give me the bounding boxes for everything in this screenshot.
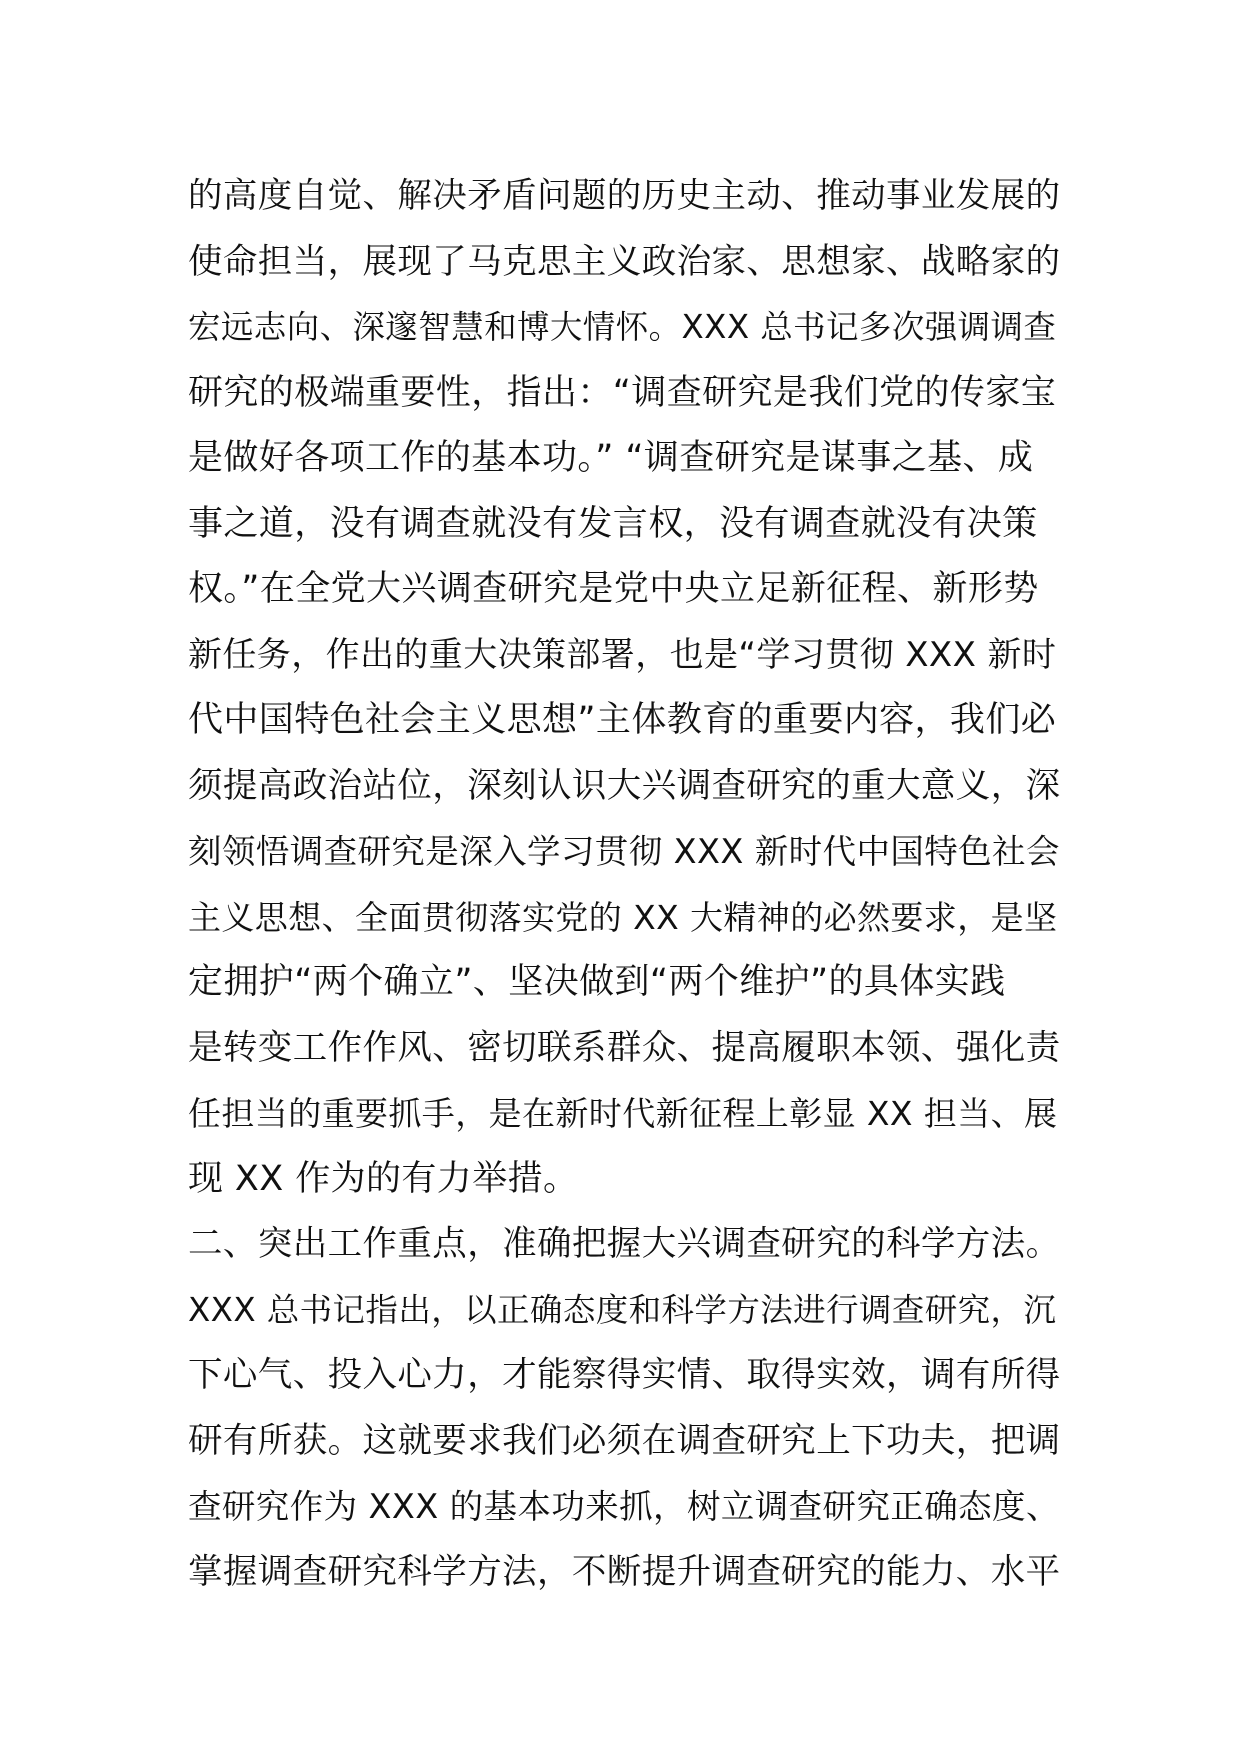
- text-line: 的高度自觉、解决矛盾问题的历史主动、推动事业发展的: [188, 176, 1061, 216]
- text-line: 是转变工作作风、密切联系群众、提高履职本领、强化责: [188, 1027, 1061, 1068]
- text-line: 事之道，没有调查就没有发言权，没有调查就没有决策: [188, 503, 1038, 544]
- text-line: 现 XX 作为的有力举措。: [188, 1158, 579, 1199]
- text-line: 新任务，作出的重大决策部署，也是“学习贯彻 XXX 新时: [188, 634, 1057, 675]
- text-line: 主义思想、全面贯彻落实党的 XX 大精神的必然要求，是坚: [188, 897, 1058, 937]
- text-line: 刻领悟调查研究是深入学习贯彻 XXX 新时代中国特色社会: [188, 832, 1060, 871]
- text-line: 掌握调查研究科学方法，不断提升调查研究的能力、水平: [188, 1551, 1061, 1592]
- text-line: 宏远志向、深邃智慧和博大情怀。XXX 总书记多次强调调查: [188, 308, 1057, 346]
- text-line: 下心气、投入心力，才能察得实情、取得实效，调有所得: [188, 1355, 1061, 1395]
- text-line: 任担当的重要抓手，是在新时代新征程上彰显 XX 担当、展: [188, 1094, 1058, 1133]
- text-line: 代中国特色社会主义思想”主体教育的重要内容，我们必: [188, 700, 1057, 740]
- section-heading: 二、突出工作重点，准确把握大兴调查研究的科学方法。: [188, 1224, 1061, 1264]
- text-line: 使命担当，展现了马克思主义政治家、思想家、战略家的: [188, 241, 1061, 282]
- text-line: 须提高政治站位，深刻认识大兴调查研究的重大意义，深: [188, 765, 1061, 806]
- text-line: XXX 总书记指出，以正确态度和科学方法进行调查研究，沉: [188, 1290, 1057, 1329]
- text-line: 权。”在全党大兴调查研究是党中央立足新征程、新形势: [188, 569, 1039, 609]
- text-line: 定拥护“两个确立”、坚决做到“两个维护”的具体实践: [188, 962, 1006, 1002]
- text-line: 是做好各项工作的基本功。” “调查研究是谋事之基、成: [188, 438, 1034, 478]
- text-line: 研有所获。这就要求我们必须在调查研究上下功夫，把调: [188, 1420, 1061, 1461]
- body-text: [188, 164, 1068, 1605]
- text-line: 研究的极端重要性，指出：“调查研究是我们党的传家宝: [188, 372, 1057, 413]
- text-line: 查研究作为 XXX 的基本功来抓，树立调查研究正确态度、: [188, 1487, 1060, 1526]
